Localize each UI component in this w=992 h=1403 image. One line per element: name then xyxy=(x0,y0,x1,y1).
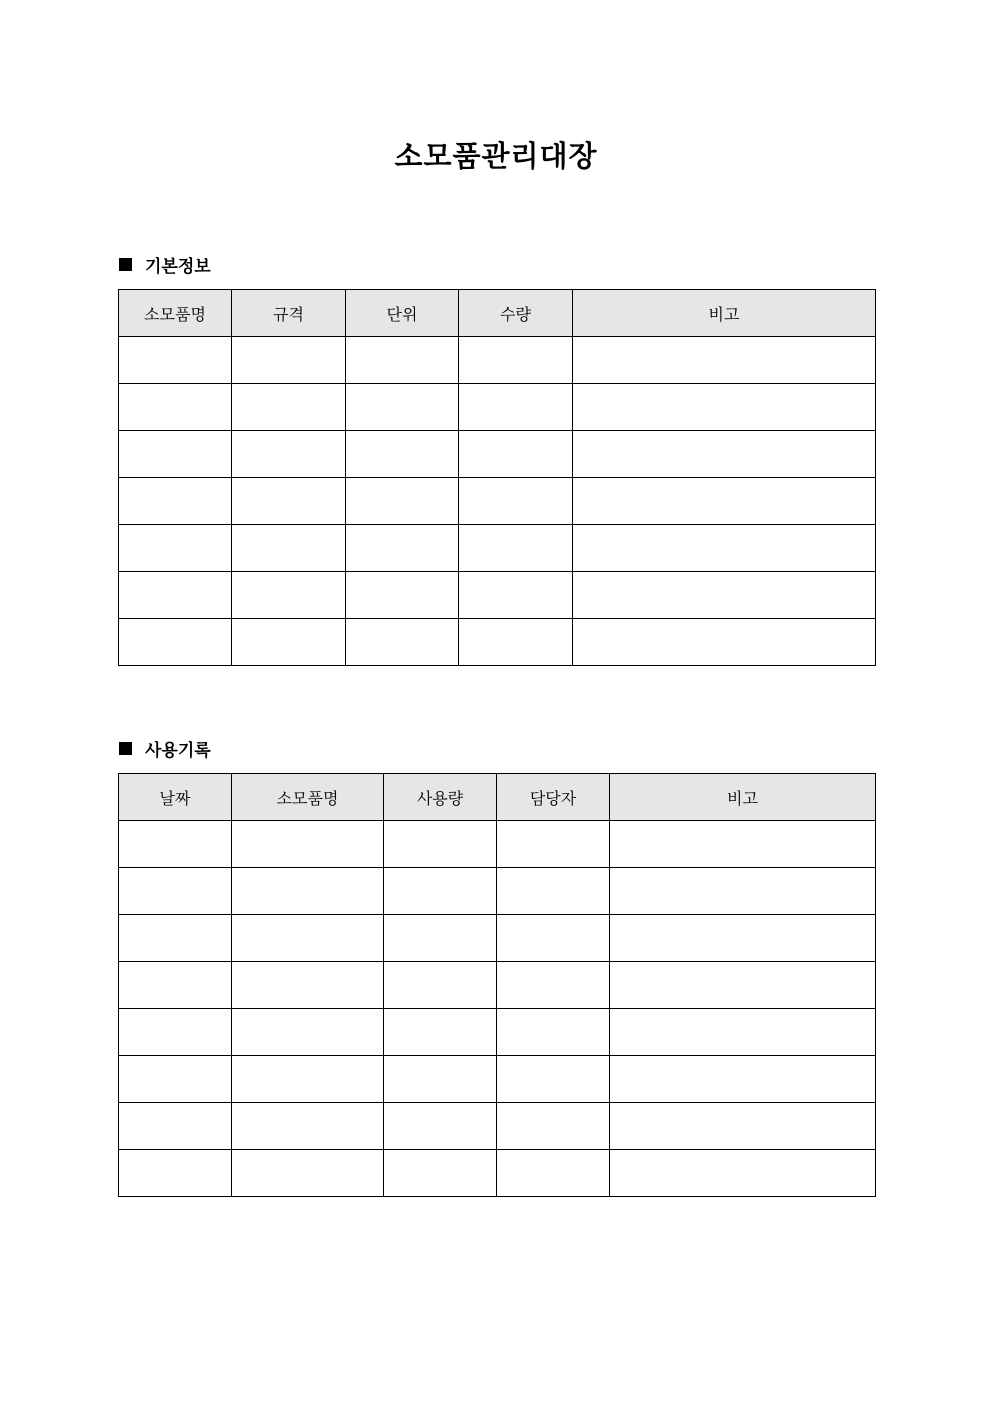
table-row xyxy=(119,572,876,619)
table-row xyxy=(119,821,876,868)
table-cell[interactable] xyxy=(459,619,573,666)
table-cell[interactable] xyxy=(346,337,459,384)
table-cell[interactable] xyxy=(497,915,610,962)
table-cell[interactable] xyxy=(459,431,573,478)
square-bullet-icon xyxy=(119,742,132,755)
table-row xyxy=(119,1056,876,1103)
table-cell[interactable] xyxy=(232,337,346,384)
table-cell[interactable] xyxy=(497,1103,610,1150)
table-cell[interactable] xyxy=(573,572,876,619)
table-header-row xyxy=(119,774,876,821)
table-cell[interactable] xyxy=(384,1009,497,1056)
table-cell[interactable] xyxy=(346,431,459,478)
table-row xyxy=(119,962,876,1009)
table-cell[interactable] xyxy=(119,1150,232,1197)
table-cell[interactable] xyxy=(119,1009,232,1056)
table-row xyxy=(119,915,876,962)
table-row xyxy=(119,1103,876,1150)
section-heading-usage-log xyxy=(119,736,211,760)
column-header: 단위 xyxy=(346,290,459,337)
basic-info-table-body xyxy=(119,337,876,666)
table-cell[interactable] xyxy=(119,868,232,915)
section-heading-label: 사용기록 xyxy=(145,740,211,761)
table-cell[interactable] xyxy=(459,384,573,431)
table-cell[interactable] xyxy=(119,525,232,572)
table-cell[interactable] xyxy=(573,478,876,525)
table-row xyxy=(119,619,876,666)
table-cell[interactable] xyxy=(610,1103,876,1150)
table-cell[interactable] xyxy=(232,619,346,666)
table-cell[interactable] xyxy=(119,619,232,666)
table-cell[interactable] xyxy=(610,868,876,915)
usage-log-table xyxy=(118,773,876,1197)
table-cell[interactable] xyxy=(119,384,232,431)
table-cell[interactable] xyxy=(119,962,232,1009)
table-cell[interactable] xyxy=(384,1056,497,1103)
square-bullet-icon xyxy=(119,258,132,271)
table-cell[interactable] xyxy=(573,525,876,572)
table-cell[interactable] xyxy=(119,821,232,868)
table-cell[interactable] xyxy=(459,337,573,384)
column-header: 소모품명 xyxy=(232,774,384,821)
usage-log-table-body xyxy=(119,821,876,1197)
table-cell[interactable] xyxy=(384,915,497,962)
table-cell[interactable] xyxy=(119,1056,232,1103)
table-cell[interactable] xyxy=(459,478,573,525)
table-cell[interactable] xyxy=(573,619,876,666)
table-row xyxy=(119,431,876,478)
column-header: 규격 xyxy=(232,290,346,337)
table-cell[interactable] xyxy=(232,384,346,431)
table-cell[interactable] xyxy=(232,431,346,478)
table-row xyxy=(119,384,876,431)
table-cell[interactable] xyxy=(232,1056,384,1103)
table-cell[interactable] xyxy=(573,337,876,384)
table-cell[interactable] xyxy=(497,962,610,1009)
page-title: 소모품관리대장 xyxy=(394,139,598,173)
table-cell[interactable] xyxy=(573,431,876,478)
table-cell[interactable] xyxy=(497,1056,610,1103)
table-cell[interactable] xyxy=(346,572,459,619)
table-cell[interactable] xyxy=(346,525,459,572)
table-cell[interactable] xyxy=(232,821,384,868)
section-heading-basic-info xyxy=(119,252,211,276)
table-cell[interactable] xyxy=(610,1009,876,1056)
table-cell[interactable] xyxy=(610,915,876,962)
table-cell[interactable] xyxy=(346,619,459,666)
column-header: 날짜 xyxy=(119,774,232,821)
table-cell[interactable] xyxy=(119,337,232,384)
table-row xyxy=(119,478,876,525)
table-cell[interactable] xyxy=(119,915,232,962)
table-cell[interactable] xyxy=(610,821,876,868)
table-cell[interactable] xyxy=(573,384,876,431)
table-cell[interactable] xyxy=(497,1009,610,1056)
table-cell[interactable] xyxy=(119,478,232,525)
table-cell[interactable] xyxy=(497,821,610,868)
table-cell[interactable] xyxy=(232,525,346,572)
table-cell[interactable] xyxy=(346,384,459,431)
table-cell[interactable] xyxy=(232,962,384,1009)
basic-info-table xyxy=(118,289,876,666)
column-header: 사용량 xyxy=(384,774,497,821)
table-header-row xyxy=(119,290,876,337)
table-row xyxy=(119,1009,876,1056)
table-cell[interactable] xyxy=(119,1103,232,1150)
table-cell[interactable] xyxy=(346,478,459,525)
column-header: 비고 xyxy=(610,774,876,821)
table-cell[interactable] xyxy=(232,1103,384,1150)
table-cell[interactable] xyxy=(119,572,232,619)
table-cell[interactable] xyxy=(119,431,232,478)
table-cell[interactable] xyxy=(232,1009,384,1056)
table-row xyxy=(119,337,876,384)
table-cell[interactable] xyxy=(459,572,573,619)
column-header: 수량 xyxy=(459,290,573,337)
table-cell[interactable] xyxy=(384,962,497,1009)
table-cell[interactable] xyxy=(610,962,876,1009)
column-header: 비고 xyxy=(573,290,876,337)
table-cell[interactable] xyxy=(610,1150,876,1197)
table-row xyxy=(119,525,876,572)
table-cell[interactable] xyxy=(384,821,497,868)
table-cell[interactable] xyxy=(459,525,573,572)
table-cell[interactable] xyxy=(232,915,384,962)
column-header: 담당자 xyxy=(497,774,610,821)
section-heading-label: 기본정보 xyxy=(145,256,211,277)
table-cell[interactable] xyxy=(384,868,497,915)
table-cell[interactable] xyxy=(232,572,346,619)
table-cell[interactable] xyxy=(497,868,610,915)
table-cell[interactable] xyxy=(610,1056,876,1103)
table-cell[interactable] xyxy=(384,1150,497,1197)
table-cell[interactable] xyxy=(232,868,384,915)
column-header: 소모품명 xyxy=(119,290,232,337)
table-cell[interactable] xyxy=(232,478,346,525)
table-cell[interactable] xyxy=(384,1103,497,1150)
table-row xyxy=(119,1150,876,1197)
table-cell[interactable] xyxy=(497,1150,610,1197)
table-row xyxy=(119,868,876,915)
table-cell[interactable] xyxy=(232,1150,384,1197)
